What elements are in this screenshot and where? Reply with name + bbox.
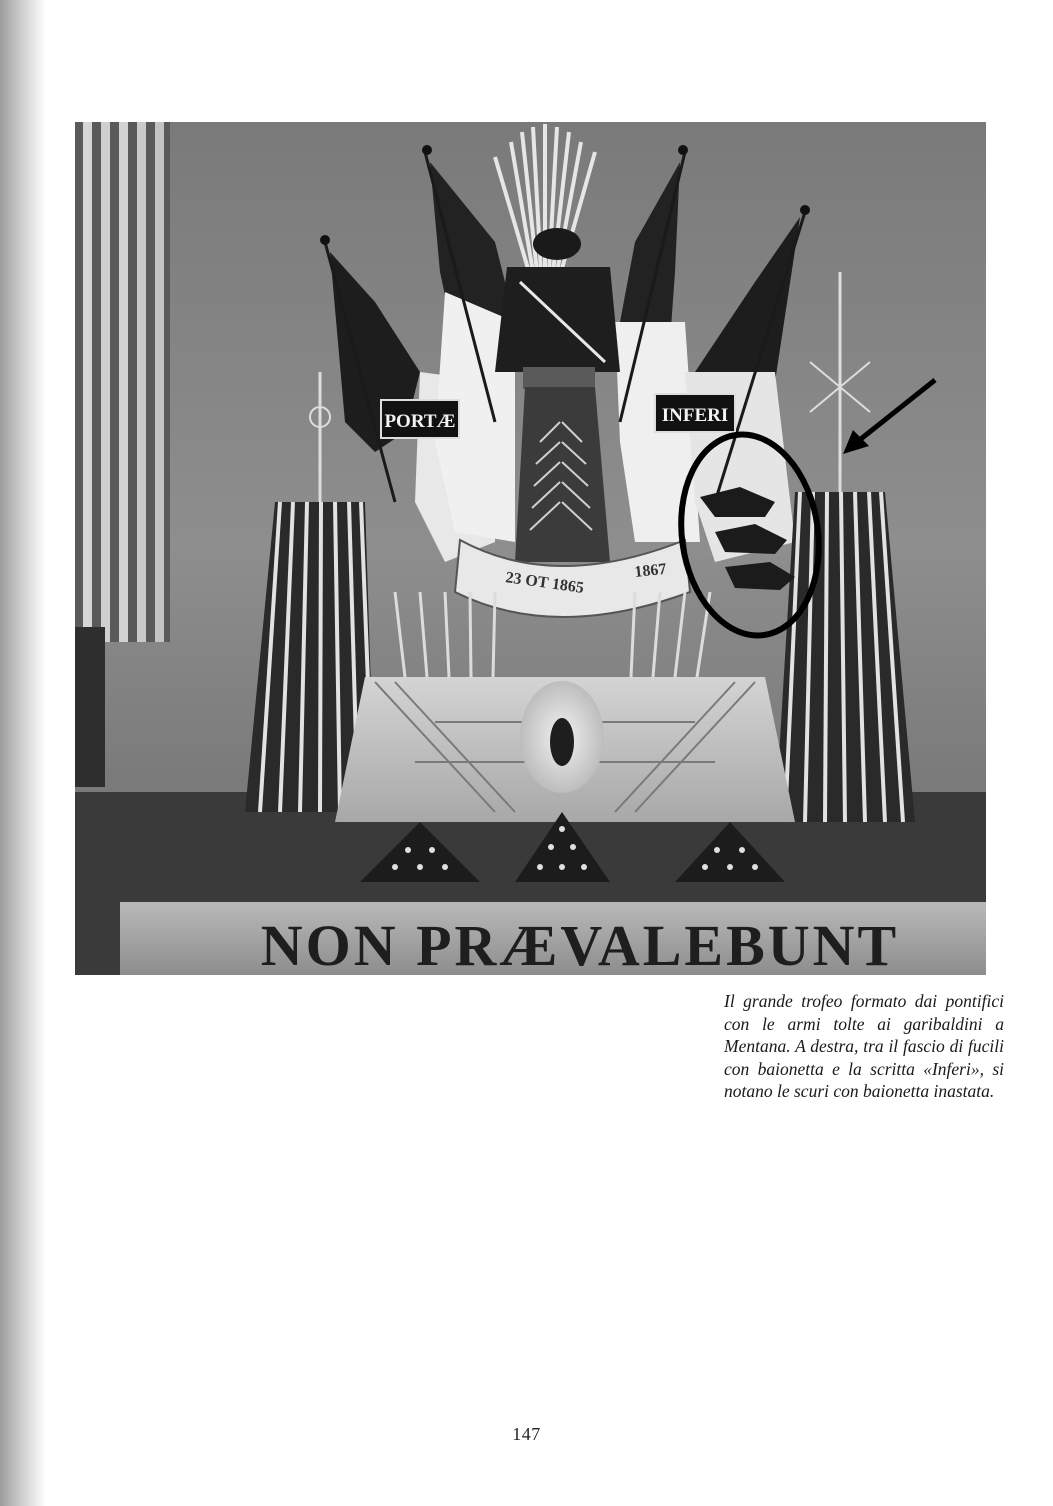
trophy-photo-illustration — [75, 122, 986, 975]
left-plaque-text: PORTÆ — [384, 411, 456, 432]
banner-right-text: 1867 — [633, 560, 668, 581]
left-plaque — [381, 400, 459, 438]
fluted-column — [75, 122, 170, 642]
photo-caption: Il grande trofeo formato dai pontifici con le armi tolte ai garibaldini a Mentana. A destra, tra il fascio di fucili con baionetta e la scritta «Inferi», si notano le scuri con baionetta inastata. — [724, 991, 1004, 1101]
right-plaque — [655, 394, 735, 432]
banner-left-text: 23 OT 1865 — [504, 569, 585, 597]
trophy-photograph — [75, 122, 986, 975]
inscription-plinth — [120, 902, 986, 975]
inscription-text: NON PRÆVALEBUNT — [260, 913, 900, 975]
right-plaque-text: INFERI — [661, 405, 729, 426]
central-table — [335, 677, 795, 822]
chair-silhouette — [75, 627, 105, 787]
page-number: 147 — [512, 1424, 541, 1444]
